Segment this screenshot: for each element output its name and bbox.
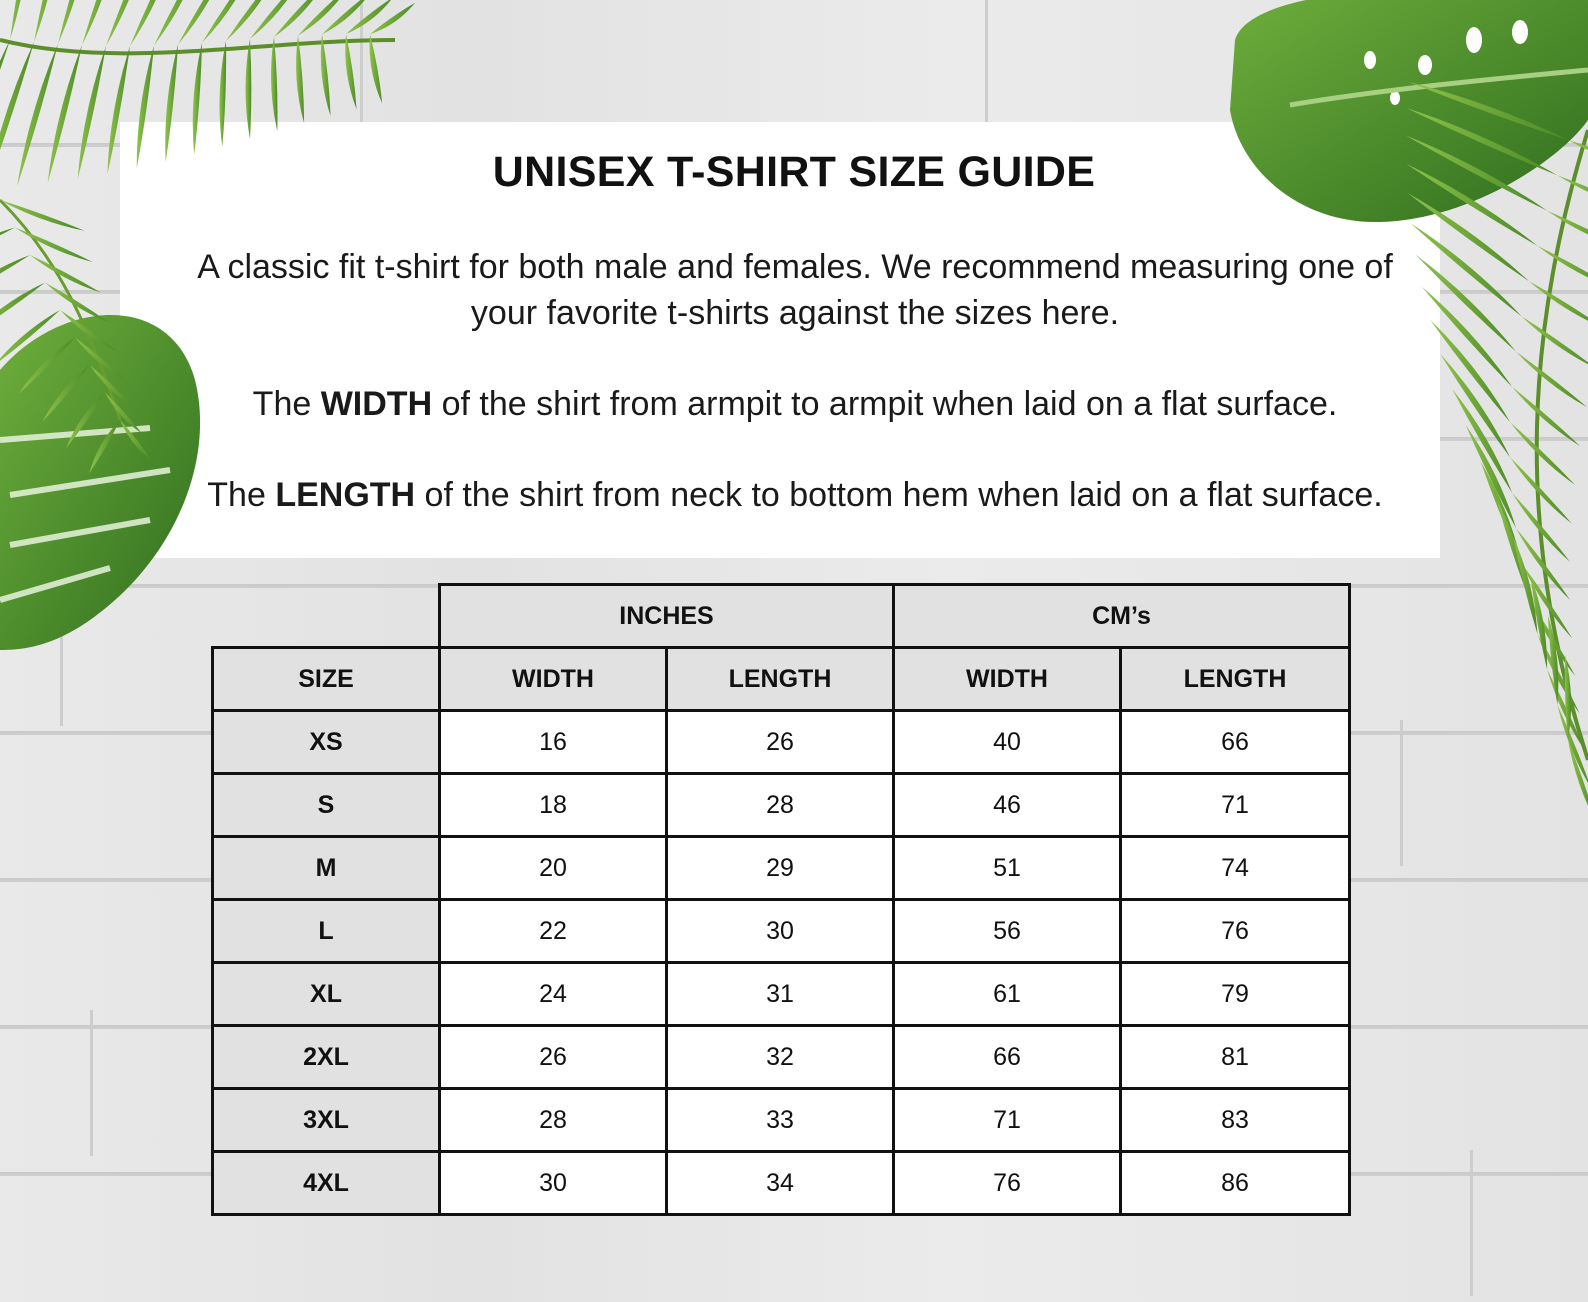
palm-leaflet: [370, 3, 415, 35]
palm-leaflet: [130, 0, 174, 46]
palm-leaflet: [0, 228, 15, 272]
table-row: [213, 1089, 1350, 1152]
palm-leaflet: [45, 283, 109, 323]
table-row: [213, 963, 1350, 1026]
palm-leaflet: [1512, 387, 1580, 446]
length-inches-cell: 26: [667, 711, 894, 774]
palm-leaflet: [1557, 705, 1588, 788]
length-cm-cell: 76: [1121, 900, 1350, 963]
length-cm-cell: 79: [1121, 963, 1350, 1026]
palm-leaflet: [0, 200, 85, 231]
length-inches-cell: 28: [667, 774, 894, 837]
palm-leaflet: [0, 283, 45, 336]
group-header-row: [213, 585, 1350, 648]
table-row: [213, 1026, 1350, 1089]
palm-leaflet: [34, 0, 62, 42]
palm-leaflet: [250, 0, 301, 39]
column-header-length-cm: LENGTH: [1121, 648, 1350, 711]
palm-leaflet: [1481, 462, 1522, 564]
wood-plank-joint: [1400, 720, 1403, 866]
palm-leaflet: [58, 0, 91, 44]
length-cm-cell: 83: [1121, 1089, 1350, 1152]
palm-leaflet: [1568, 740, 1588, 825]
table-row: [213, 1152, 1350, 1215]
palm-leaflet: [321, 34, 331, 116]
wood-plank-joint: [90, 1010, 93, 1156]
wood-plank-joint: [1470, 1150, 1473, 1296]
palm-leaflet: [1430, 320, 1510, 422]
size-label-cell: S: [213, 774, 440, 837]
length-inches-cell: 32: [667, 1026, 894, 1089]
width-inches-cell: 22: [440, 900, 667, 963]
palm-leaflet: [154, 0, 201, 45]
palm-leaflet: [1529, 599, 1575, 676]
size-label-cell: XS: [213, 711, 440, 774]
palm-leaflet: [66, 393, 105, 449]
palm-leaflet: [60, 310, 117, 351]
palm-leaflet: [1522, 316, 1588, 368]
length-cm-cell: 66: [1121, 711, 1350, 774]
size-label-cell: XL: [213, 963, 440, 1026]
palm-leaflet: [1440, 354, 1510, 458]
length-note-pre: The: [207, 476, 276, 514]
length-cm-cell: 86: [1121, 1152, 1350, 1215]
table-row: [213, 837, 1350, 900]
width-inches-cell: 30: [440, 1152, 667, 1215]
width-cm-cell: 71: [894, 1089, 1121, 1152]
palm-leaflet: [1522, 564, 1572, 639]
palm-leaflet: [1496, 499, 1528, 599]
palm-leaflet: [322, 0, 371, 34]
width-note-keyword: WIDTH: [320, 385, 433, 423]
width-cm-cell: 76: [894, 1152, 1121, 1215]
palm-leaflet: [42, 365, 90, 422]
width-inches-cell: 24: [440, 963, 667, 1026]
palm-leaflet: [1516, 528, 1570, 600]
palm-leaflet: [75, 338, 125, 380]
palm-leaflet: [202, 0, 252, 43]
palm-leaflet: [226, 0, 277, 41]
width-inches-cell: 18: [440, 774, 667, 837]
palm-leaflet: [346, 0, 393, 34]
palm-leaflet: [1516, 352, 1587, 407]
palm-leaflet: [1537, 246, 1588, 290]
palm-leaflet: [1452, 389, 1512, 493]
column-header-size: SIZE: [213, 648, 440, 711]
wood-plank-joint: [60, 580, 63, 726]
width-cm-cell: 56: [894, 900, 1121, 963]
palm-leaflet: [1510, 422, 1575, 485]
width-note-post: of the shirt from armpit to armpit when laid on a flat surface.: [432, 385, 1338, 423]
palm-leaflet: [178, 0, 227, 44]
intro-text-line-1: A classic fit t-shirt for both male and females. We recommend measuring one of: [197, 248, 1393, 286]
size-chart-table: [211, 583, 1351, 1216]
length-inches-cell: 33: [667, 1089, 894, 1152]
palm-leaflet: [1512, 493, 1570, 562]
length-inches-cell: 30: [667, 900, 894, 963]
palm-leaflet: [106, 0, 147, 46]
length-inches-cell: 31: [667, 963, 894, 1026]
palm-leaflet: [30, 255, 101, 293]
length-inches-cell: 29: [667, 837, 894, 900]
palm-leaflet: [1531, 576, 1548, 670]
palm-leaflet: [298, 0, 348, 35]
width-cm-cell: 46: [894, 774, 1121, 837]
width-cm-cell: 61: [894, 963, 1121, 1026]
palm-leaflet: [1548, 615, 1558, 705]
size-label-cell: L: [213, 900, 440, 963]
table-row: [213, 774, 1350, 837]
palm-leaflet: [271, 37, 277, 131]
palm-leaflet: [345, 34, 356, 109]
width-cm-cell: 40: [894, 711, 1121, 774]
width-cm-cell: 51: [894, 837, 1121, 900]
length-note: [150, 472, 1440, 518]
width-inches-cell: 28: [440, 1089, 667, 1152]
palm-leaflet: [370, 34, 383, 103]
palm-leaflet: [1547, 211, 1588, 250]
palm-leaflet: [1547, 669, 1585, 751]
length-cm-cell: 81: [1121, 1026, 1350, 1089]
intro-text-line-2: your favorite t-shirts against the sizes here.: [470, 294, 1120, 332]
size-label-cell: 2XL: [213, 1026, 440, 1089]
width-inches-cell: 26: [440, 1026, 667, 1089]
palm-leaflet: [1466, 425, 1516, 528]
width-cm-cell: 66: [894, 1026, 1121, 1089]
table-row: [213, 900, 1350, 963]
palm-leaflet: [0, 310, 60, 365]
palm-leaflet: [0, 255, 30, 304]
palm-leaflet: [274, 0, 325, 37]
column-header-width-cm: WIDTH: [894, 648, 1121, 711]
palm-leaflet: [1529, 281, 1588, 329]
width-inches-cell: 16: [440, 711, 667, 774]
palm-leaflet: [296, 35, 304, 123]
length-note-keyword: LENGTH: [275, 476, 416, 514]
group-header-cms: CM’s: [894, 585, 1350, 648]
column-header-width-inches: WIDTH: [440, 648, 667, 711]
column-header-length-inches: LENGTH: [667, 648, 894, 711]
length-note-post: of the shirt from neck to bottom hem when laid on a flat surface.: [415, 476, 1383, 514]
group-header-inches: INCHES: [440, 585, 894, 648]
palm-leaflet: [15, 228, 93, 263]
length-inches-cell: 34: [667, 1152, 894, 1215]
size-label-cell: 3XL: [213, 1089, 440, 1152]
width-note-pre: The: [252, 385, 321, 423]
empty-corner-cell: [213, 585, 440, 648]
palm-leaflet: [10, 0, 33, 40]
width-note: [150, 381, 1440, 427]
length-cm-cell: 74: [1121, 837, 1350, 900]
table-row: [213, 711, 1350, 774]
column-header-row: [213, 648, 1350, 711]
palm-leaflet: [89, 420, 120, 474]
palm-leaflet: [1537, 634, 1579, 713]
page-title: UNISEX T-SHIRT SIZE GUIDE: [492, 148, 1096, 196]
palm-leaflet: [1513, 537, 1537, 634]
palm-leaflet: [82, 0, 119, 45]
size-label-cell: M: [213, 837, 440, 900]
palm-leaflet: [1565, 655, 1571, 740]
length-cm-cell: 71: [1121, 774, 1350, 837]
palm-leaflet: [18, 338, 75, 395]
palm-leaflet: [1510, 458, 1571, 524]
size-label-cell: 4XL: [213, 1152, 440, 1215]
width-inches-cell: 20: [440, 837, 667, 900]
